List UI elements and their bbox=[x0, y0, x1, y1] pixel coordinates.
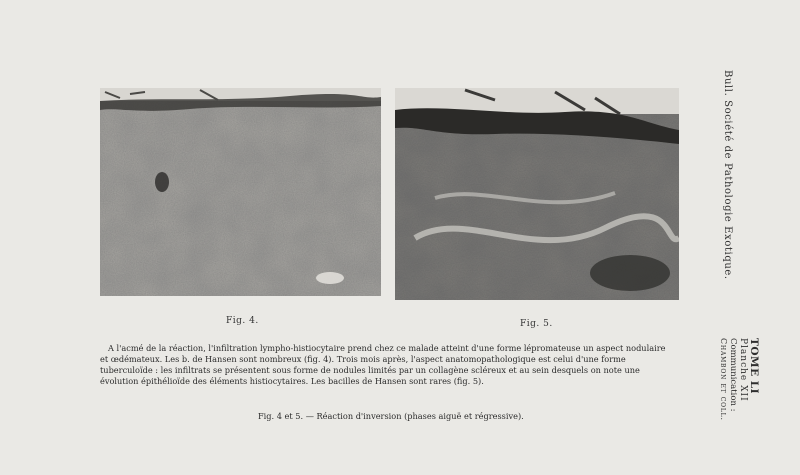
paragraph-line: A l'acmé de la réaction, l'infiltration lympho-histiocytaire prend chez ce malade atteint d'une forme lépromateuse un aspect nodulaire bbox=[108, 343, 666, 353]
figure-5-micrograph bbox=[395, 88, 679, 300]
paragraph-line: tuberculoïde : les infiltrats se présentent sous forme de nodules limités par un collagène scléreux et au sein desquels on note une bbox=[100, 365, 640, 375]
volume-label: TOME LI bbox=[748, 338, 760, 395]
communication-label: Communication : bbox=[728, 338, 738, 412]
figure-4-micrograph bbox=[100, 88, 381, 296]
micrograph-image bbox=[395, 88, 679, 300]
plate-number: Planche XII bbox=[738, 338, 748, 402]
description-paragraph bbox=[100, 343, 685, 387]
authors: Chambon et coll. bbox=[719, 338, 728, 421]
micrograph-image bbox=[100, 88, 381, 296]
figure-5-caption: Fig. 5. bbox=[520, 319, 553, 329]
plate-metadata bbox=[700, 338, 760, 458]
journal-title: Bull. Société de Pathologie Exotique. bbox=[722, 70, 733, 280]
paragraph-line: et œdémateux. Les b. de Hansen sont nombreux (fig. 4). Trois mois après, l'aspect anatomopathologique est celui d'une forme bbox=[100, 354, 626, 364]
paragraph-line: évolution épithélioïde des éléments histiocytaires. Les bacilles de Hansen sont rares (fig. 5). bbox=[100, 376, 484, 386]
plate-legend: Fig. 4 et 5. — Réaction d'inversion (phases aiguë et régressive). bbox=[258, 411, 524, 421]
figure-4-caption: Fig. 4. bbox=[226, 316, 259, 326]
